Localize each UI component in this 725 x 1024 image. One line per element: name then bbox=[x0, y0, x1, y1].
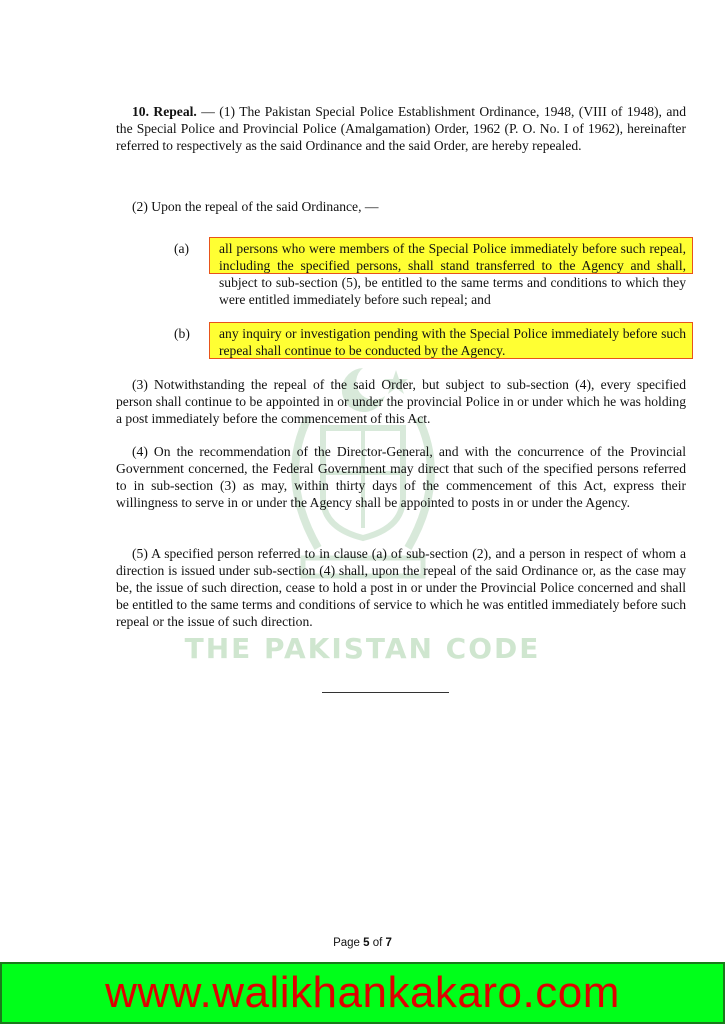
subsection-3 bbox=[116, 376, 686, 427]
clause-a-label: (a) bbox=[174, 241, 190, 256]
subsection-4-text: (4) On the recommendation of the Director-General, and with the concurrence of the Provincial Government concerned, the Federal Government may direct that such of the specified persons referred to in sub-section (3) as may, within thirty days of the commencement of this Act, express their willingness to serve in or under the Agency shall be appointed to posts in or under the Agency. bbox=[116, 444, 686, 510]
clause-b-label: (b) bbox=[174, 326, 190, 341]
subsection-4 bbox=[116, 443, 686, 511]
section-end-rule bbox=[322, 692, 449, 693]
page-total: 7 bbox=[385, 937, 392, 949]
clause-b-text: any inquiry or investigation pending with the Special Police immediately before such repeal shall continue to be conducted by the Agency. bbox=[219, 326, 686, 358]
subsection-5-text: (5) A specified person referred to in clause (a) of sub-section (2), and a person in respect of whom a direction is issued under sub-section (4) shall, upon the repeal of the said Ordinance or, as the case may be, the issue of such direction, cease to hold a post in or under the Provincial Police concerned and shall be entitled to the same terms and conditions of service to which he was entitled immediately before such repeal or the issue of such direction. bbox=[116, 546, 686, 629]
page-number bbox=[0, 937, 725, 949]
section-heading: 10. Repeal. bbox=[132, 104, 197, 119]
website-url[interactable]: www.walikhankakaro.com bbox=[105, 968, 620, 1017]
page-current: 5 bbox=[363, 937, 370, 949]
subsection-1-text: — (1) The Pakistan Special Police Establishment Ordinance, 1948, (VIII of 1948), and the Special Police and Provincial Police (Amalgamation) Order, 1962 (P. O. No. I of 1962), hereinafter referred to respectively as the said Ordinance and the said Order, are hereby repealed. bbox=[116, 104, 686, 153]
subsection-2-intro: (2) Upon the repeal of the said Ordinance, — bbox=[132, 199, 379, 214]
website-banner[interactable] bbox=[0, 962, 725, 1024]
page-of: of bbox=[369, 937, 386, 949]
watermark-text: THE PAKISTAN CODE bbox=[184, 632, 541, 665]
section-10-subsection-1 bbox=[116, 103, 686, 154]
clause-a-text: all persons who were members of the Special Police immediately before such repeal, including the specified persons, shall stand transferred to the Agency and shall, subject to sub-section (5), be entitled to the same terms and conditions to which they were entitled immediately before such repeal; and bbox=[219, 241, 686, 307]
subsection-3-text: (3) Notwithstanding the repeal of the said Order, but subject to sub-section (4), every specified person shall continue to be appointed in or under the provincial Police in or under which he was holding a post immediately before the commencement of this Act. bbox=[116, 377, 686, 426]
subsection-5 bbox=[116, 545, 686, 630]
page-prefix: Page bbox=[333, 937, 364, 949]
